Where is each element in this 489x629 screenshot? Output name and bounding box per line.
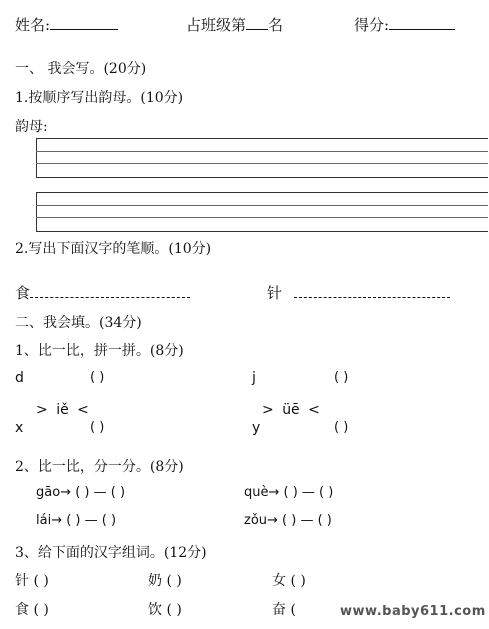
score-blank[interactable] xyxy=(389,15,455,30)
right-bracket-group xyxy=(262,402,320,418)
writing-grid-2[interactable] xyxy=(36,192,488,232)
section1-q1-label: 韵母: xyxy=(15,119,48,135)
vowel-ie: iě xyxy=(56,402,69,418)
vowel-ue: üē xyxy=(282,402,300,418)
class-rank-field xyxy=(186,14,283,35)
pinyin-letter-d: d xyxy=(15,370,24,386)
word-group-nai[interactable]: 奶 ( ) xyxy=(148,573,182,589)
greater-than-mark: > xyxy=(36,402,48,418)
class-rank-suffix: 名 xyxy=(268,16,284,34)
writing-grid-1[interactable] xyxy=(36,138,488,178)
writing-grid-1-line xyxy=(36,151,488,152)
syllable-split-zou[interactable]: zǒu→ ( ) — ( ) xyxy=(244,513,332,528)
answer-paren[interactable]: ( ) xyxy=(90,420,105,435)
word-group-nv[interactable]: 女 ( ) xyxy=(272,573,306,589)
name-field xyxy=(15,14,118,35)
section2-q2-title: 2、比一比，分一分。(8分) xyxy=(15,459,184,475)
word-group-yin[interactable]: 饮 ( ) xyxy=(148,602,182,618)
syllable-split-gao[interactable]: gāo→ ( ) — ( ) xyxy=(36,485,126,500)
stroke-order-right xyxy=(267,282,450,303)
word-group-zhen[interactable]: 针 ( ) xyxy=(15,573,49,589)
section1-q1-title: 1.按顺序写出韵母。(10分) xyxy=(15,90,184,106)
section1-title: 一、 我会写。(20分) xyxy=(15,61,147,77)
pinyin-letter-j: j xyxy=(252,370,256,386)
score-label: 得分: xyxy=(354,16,390,34)
word-group-shi[interactable]: 食 ( ) xyxy=(15,602,49,618)
word-group-fen[interactable]: 奋 ( xyxy=(272,602,296,618)
section2-title: 二、我会填。(34分) xyxy=(15,315,142,331)
syllable-split-que[interactable]: què→ ( ) — ( ) xyxy=(244,485,334,500)
class-rank-label: 占班级第 xyxy=(186,16,247,34)
section1-q2-title: 2.写出下面汉字的笔顺。(10分) xyxy=(15,241,212,257)
name-blank[interactable] xyxy=(50,15,118,30)
writing-grid-1-line xyxy=(36,163,488,164)
writing-grid-2-left-edge xyxy=(36,193,37,231)
section2-q1-title: 1、比一比，拼一拼。(8分) xyxy=(15,343,184,359)
left-bracket-group xyxy=(36,402,89,418)
name-label: 姓名: xyxy=(15,16,51,34)
pinyin-letter-y: y xyxy=(252,420,261,436)
less-than-mark: < xyxy=(77,402,89,418)
syllable-split-lai[interactable]: lái→ ( ) — ( ) xyxy=(36,513,117,528)
section2-q3-title: 3、给下面的汉字组词。(12分) xyxy=(15,545,207,561)
stroke-order-left xyxy=(15,282,190,303)
less-than-mark: < xyxy=(308,402,320,418)
score-field xyxy=(354,14,455,35)
writing-grid-2-line xyxy=(36,205,488,206)
writing-grid-2-line xyxy=(36,217,488,218)
class-rank-blank[interactable] xyxy=(246,15,268,30)
greater-than-mark: > xyxy=(262,402,274,418)
stroke-char-left: 食 xyxy=(15,284,31,302)
answer-paren[interactable]: ( ) xyxy=(334,420,349,435)
pinyin-letter-x: x xyxy=(15,420,24,436)
watermark: www.baby611.com xyxy=(340,604,486,619)
stroke-order-left-line[interactable] xyxy=(30,285,190,298)
answer-paren[interactable]: ( ) xyxy=(334,370,349,385)
answer-paren[interactable]: ( ) xyxy=(90,370,105,385)
stroke-char-right: 针 xyxy=(267,284,283,302)
writing-grid-1-left-edge xyxy=(36,139,37,177)
stroke-order-right-line[interactable] xyxy=(294,285,450,298)
